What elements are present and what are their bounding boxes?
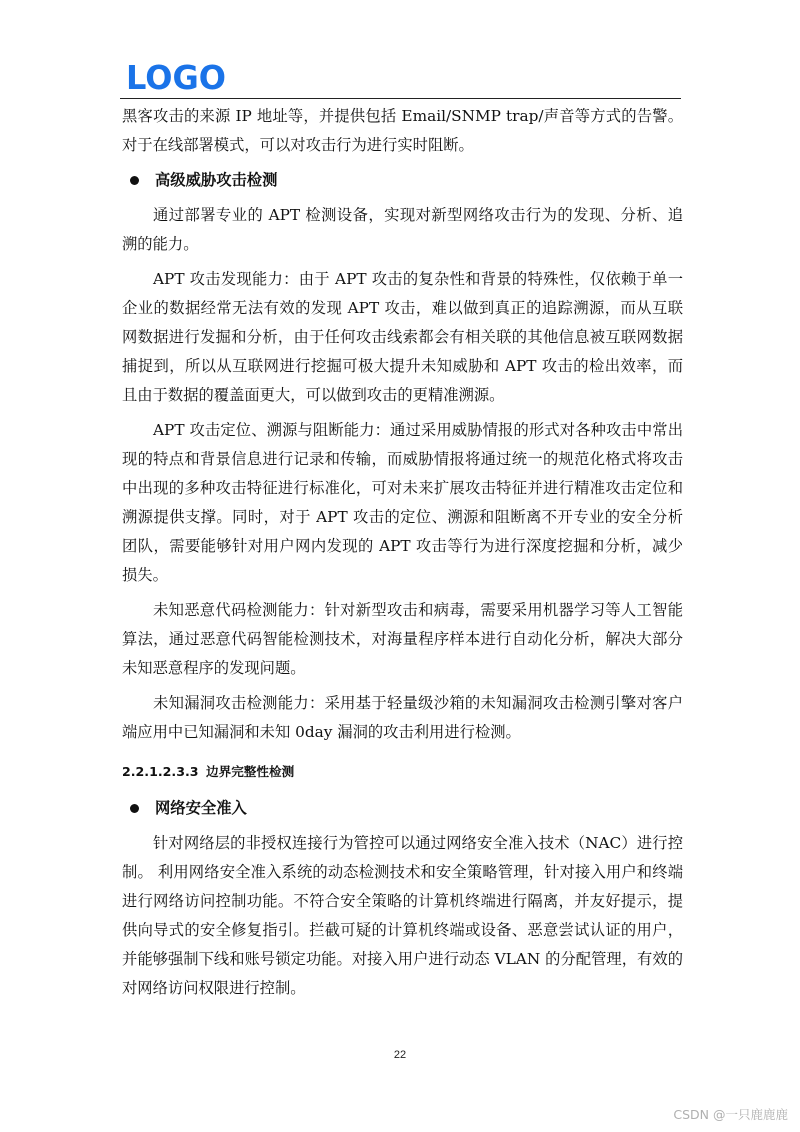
bullet-network-access [122,794,683,823]
paragraph-alert-continuation: 黑客攻击的来源 IP 地址等，并提供包括 Email/SNMP trap/声音等方式的告警。对于在线部署模式，可以对攻击行为进行实时阻断。 [122,107,683,154]
bullet-advanced-threat [122,166,683,195]
paragraph-apt-discovery: APT 攻击发现能力：由于 APT 攻击的复杂性和背景的特殊性，仅依赖于单一企业的数据经常无法有效的发现 APT 攻击，难以做到真正的追踪溯源，而从互联网数据进行发掘和分析，由于任何攻击线索都会有相关联的其他信息被互联网数据捕捉到，所以从互联网进行挖掘可极大提升未知威胁和 APT 攻击的检出效率，而且由于数据的覆盖面更大，可以做到攻击的更精准溯源。 [122,270,683,404]
section-number: 2.2.1.2.3.3 [122,764,199,779]
paragraph-apt-device: 通过部署专业的 APT 检测设备，实现对新型网络攻击行为的发现、分析、追溯的能力。 [122,206,683,253]
bullet-icon [130,176,139,185]
document-body [122,102,683,1003]
logo-text: LOGO [126,62,226,92]
header-rule [120,98,681,99]
logo-mark [126,62,230,92]
bullet-label: 网络安全准入 [155,799,247,817]
logo [126,62,230,92]
paragraph-nac: 针对网络层的非授权连接行为管控可以通过网络安全准入技术（NAC）进行控制。 利用网络安全准入系统的动态检测技术和安全策略管理，针对接入用户和终端进行网络访问控制功能。不符合安全策略的计算机终端进行隔离，并友好提示，提供向导式的安全修复指引。拦截可疑的计算机终端或设备、恶意尝试认证的用户，并能够强制下线和账号锁定功能。对接入用户进行动态 VLAN 的分配管理，有效的对网络访问权限进行控制。 [122,834,683,997]
bullet-label: 高级威胁攻击检测 [155,171,278,189]
page-number: 22 [393,1049,407,1061]
paragraph-malware-detection: 未知恶意代码检测能力：针对新型攻击和病毒，需要采用机器学习等人工智能算法，通过恶意代码智能检测技术，对海量程序样本进行自动化分析，解决大部分未知恶意程序的发现问题。 [122,601,683,677]
watermark: CSDN @一只鹿鹿鹿 [673,1107,788,1122]
section-title: 边界完整性检测 [206,764,295,779]
section-heading [122,764,683,780]
paragraph-vulnerability-detection: 未知漏洞攻击检测能力：采用基于轻量级沙箱的未知漏洞攻击检测引擎对客户端应用中已知漏洞和未知 0day 漏洞的攻击利用进行检测。 [122,694,683,741]
bullet-icon [130,804,139,813]
paragraph-apt-trace: APT 攻击定位、溯源与阻断能力：通过采用威胁情报的形式对各种攻击中常出现的特点和背景信息进行记录和传输，而威胁情报将通过统一的规范化格式将攻击中出现的多种攻击特征进行标准化，可对未来扩展攻击特征并进行精准攻击定位和溯源提供支撑。同时，对于 APT 攻击的定位、溯源和阻断离不开专业的安全分析团队，需要能够针对用户网内发现的 APT 攻击等行为进行深度挖掘和分析，减少损失。 [122,421,683,584]
